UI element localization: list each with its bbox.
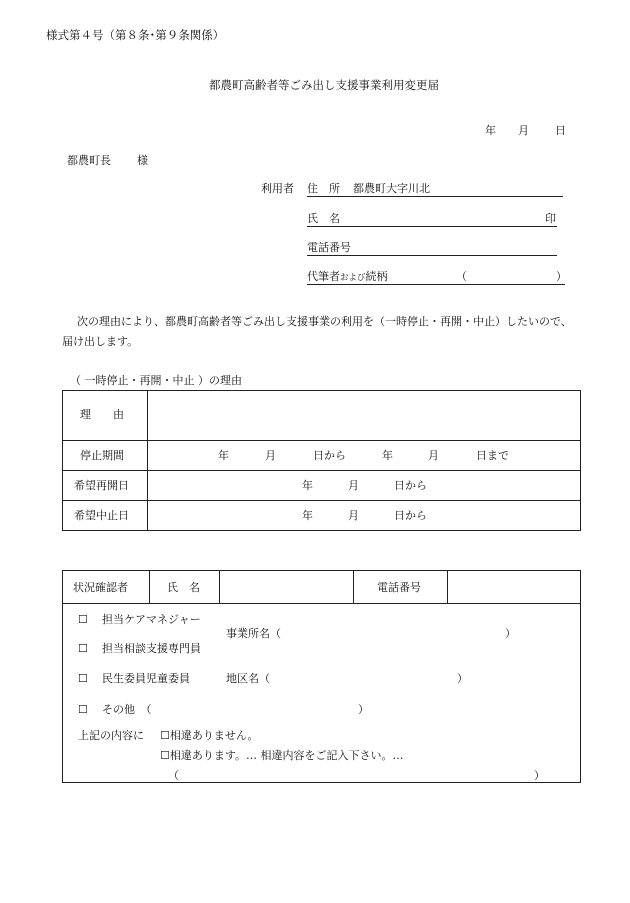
discrepancy-close-paren: ）: [534, 769, 545, 782]
seal-mark: 印: [545, 212, 556, 225]
confirm-name-label: 氏 名: [167, 581, 200, 594]
district-close-paren: ）: [457, 672, 468, 685]
care-manager-checkbox[interactable]: ☐: [78, 613, 88, 626]
welfare-label: 民生委員児童委員: [102, 672, 190, 685]
confirm-divider-3: [353, 570, 354, 603]
reason-row-line-2: [62, 470, 581, 471]
address-underline: [307, 196, 563, 197]
form-number: 様式第４号（第８条･第９条関係）: [46, 28, 225, 42]
phone-label: 電話番号: [307, 241, 351, 254]
restart-year: 年: [302, 479, 313, 492]
other-checkbox[interactable]: ☐: [78, 703, 88, 716]
name-underline[interactable]: [307, 226, 557, 227]
suspend-to-year: 年: [382, 449, 393, 462]
suspend-to-day: 日まで: [476, 449, 509, 462]
district-label: 地区名（: [226, 672, 270, 685]
addressee: 都農町長: [67, 154, 111, 167]
proxy-open-paren: （: [456, 270, 467, 283]
restart-day: 日から: [394, 479, 427, 492]
phone-underline[interactable]: [307, 255, 557, 256]
reason-row-line-3: [62, 500, 581, 501]
welfare-checkbox[interactable]: ☐: [78, 672, 88, 685]
addressee-honorific: 様: [137, 154, 148, 167]
stop-month: 月: [348, 509, 359, 522]
confirm-divider-2: [219, 570, 220, 603]
suspend-from-year: 年: [218, 449, 229, 462]
proxy-underline[interactable]: [307, 284, 565, 285]
confirm-divider-4: [447, 570, 448, 603]
office-name-label: 事業所名（: [226, 627, 281, 640]
reason-heading: （ 一時停止・再開・中止 ）の理由: [70, 374, 242, 387]
restart-date-label: 希望再開日: [74, 479, 129, 492]
reason-table-divider: [147, 390, 148, 531]
care-manager-label: 担当ケアマネジャー: [102, 613, 201, 626]
address-label: 住 所: [307, 182, 340, 195]
proxy-close-paren: ）: [556, 270, 567, 283]
confirm-divider-1: [149, 570, 150, 603]
date-year-label: 年: [485, 124, 496, 137]
content-label: 上記の内容に: [78, 729, 144, 742]
applicant-label: 利用者: [261, 182, 294, 195]
no-discrepancy-option[interactable]: ☐相違ありません。: [160, 729, 259, 742]
date-day-label: 日: [555, 124, 566, 137]
stop-day: 日から: [394, 509, 427, 522]
confirm-header-line: [62, 603, 581, 604]
discrepancy-option[interactable]: ☐相違あります。… 相違内容をご記入下さい。…: [160, 749, 404, 762]
body-line-1: 次の理由により、都農町高齢者等ごみ出し支援事業の利用を（一時停止・再開・中止）したいので、: [77, 315, 572, 328]
office-close-paren: ）: [505, 627, 516, 640]
confirm-phone-label: 電話番号: [377, 581, 421, 594]
discrepancy-open-paren: （: [168, 769, 179, 782]
proxy-label: 代筆者および続柄: [307, 270, 388, 283]
other-close-paren: ）: [358, 703, 369, 716]
suspend-from-day: 日から: [313, 449, 346, 462]
stop-year: 年: [302, 509, 313, 522]
body-line-2: 届け出します。: [62, 335, 139, 348]
other-label: その他 （: [102, 703, 152, 716]
suspend-period-label: 停止期間: [80, 449, 124, 462]
address-value[interactable]: 都農町大字川北: [353, 182, 430, 195]
reason-row-line-1: [62, 440, 581, 441]
date-month-label: 月: [518, 124, 529, 137]
stop-date-label: 希望中止日: [74, 509, 129, 522]
name-label: 氏 名: [307, 212, 340, 225]
confirmer-label: 状況確認者: [73, 581, 128, 594]
consultant-label: 担当相談支援専門員: [102, 642, 201, 655]
restart-month: 月: [348, 479, 359, 492]
reason-label: 理 由: [80, 408, 124, 421]
suspend-from-month: 月: [265, 449, 276, 462]
consultant-checkbox[interactable]: ☐: [78, 642, 88, 655]
suspend-to-month: 月: [428, 449, 439, 462]
page-title: 都農町高齢者等ごみ出し支援事業利用変更届: [209, 78, 439, 92]
